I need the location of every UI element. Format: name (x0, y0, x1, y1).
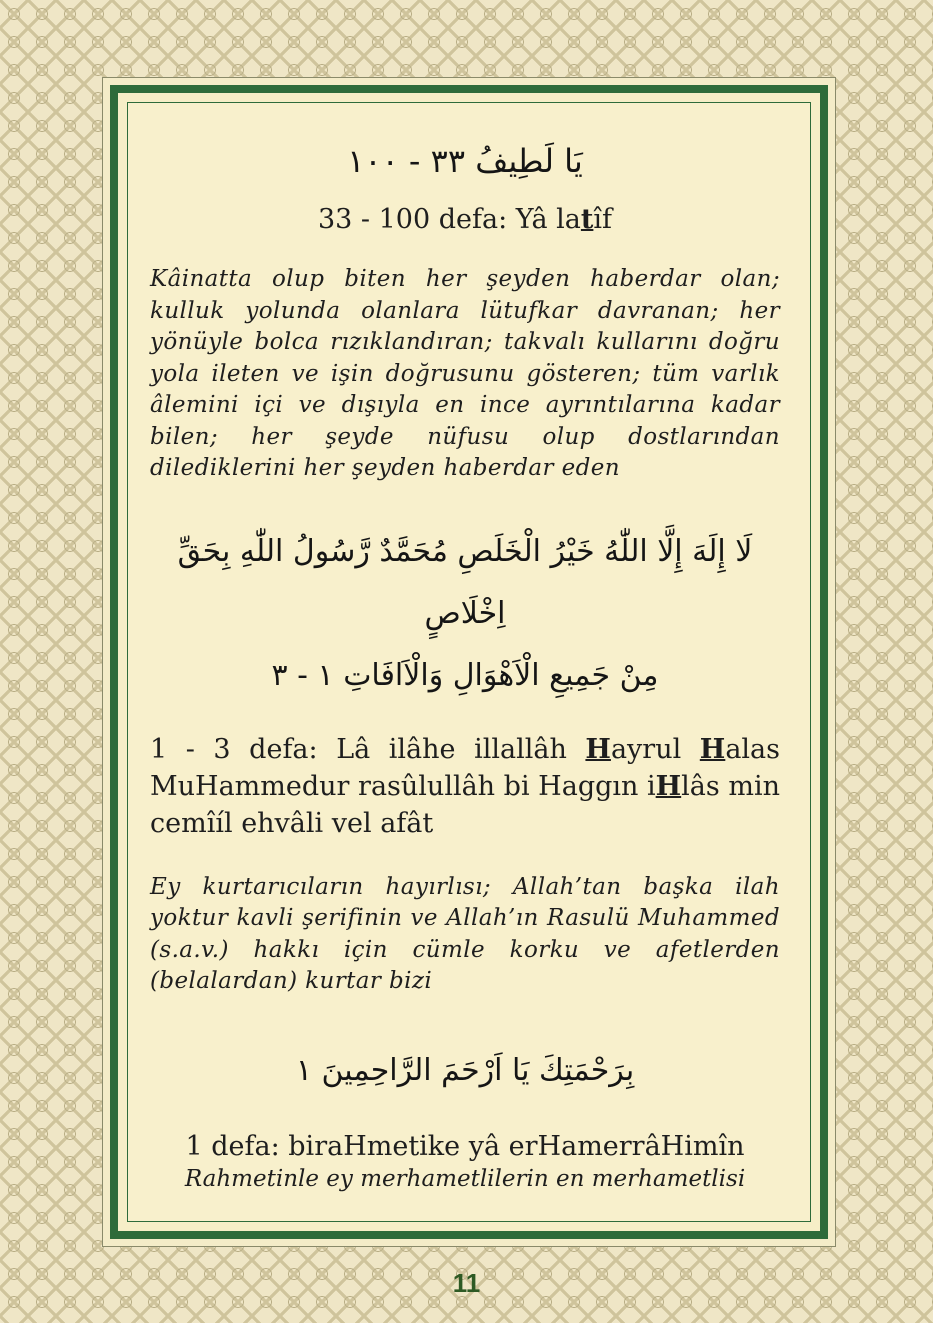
arabic-title: يَا لَطِيفُ ٣٣ - ١٠٠ (347, 142, 583, 180)
translit-part-2: ayrul (610, 733, 700, 765)
arabic-dua-line-2: مِنْ جَمِيعِ الْاَهْوَالِ وَالْاَافَاتِ ١ - ٣ (271, 657, 659, 693)
arabic-dua (150, 521, 780, 707)
transliteration-paragraph (150, 731, 780, 842)
page-number: 11 (452, 1268, 481, 1298)
title-prefix: 33 - 100 defa: Yâ la (317, 204, 581, 235)
translit-underlined-2: H (699, 733, 726, 765)
closing-meaning: Rahmetinle ey merhametlilerin en merhametlisi (184, 1165, 746, 1192)
arabic-dua-line-1: لَا إِلَهَ إِلَّا اللّٰهُ خَيْرُ الْخَلَصِ مُحَمَّدٌ رَّسُولُ اللّٰهِ بِحَقِّ اِخْلَاصٍ (177, 533, 753, 631)
transliteration-title (150, 202, 780, 238)
translit-part-4: lâs min cemîíl ehvâli vel afât (150, 770, 780, 839)
translit-underlined-1: H (585, 733, 611, 765)
closing-transliteration: 1 defa: biraHmetike yâ erHamerrâHimîn (185, 1130, 745, 1162)
translit-part-3: alas MuHammedur rasûlullâh bi Haggın i (150, 733, 780, 802)
meaning-paragraph-1: Kâinatta olup biten her şeyden haberdar olan; kulluk yolunda olanlara lütufkar davranan; her yönüyle bolca rızıklandıran; takvalı kullarını doğru yola ileten ve işin doğrusunu gösteren; tüm varlık âlemini içi ve dışıyla en ince ayrıntılarına kadar bilen; her şeyde nüfusu olup dostlarından dilediklerini her şeyden haberdar eden (150, 266, 780, 481)
arabic-rahmetike: بِرَحْمَتِكَ يَا اَرْحَمَ الرَّاحِمِينَ ١ (295, 1052, 635, 1088)
translit-underlined-3: H (655, 770, 682, 802)
closing-block (150, 1130, 780, 1194)
page-content (150, 120, 780, 1194)
meaning-paragraph-2: Ey kurtarıcıların hayırlısı; Allah’tan başka ilah yoktur kavli şerifinin ve Allah’ın Rasulü Muhammed (s.a.v.) hakkı için cümle korku ve afetlerden (belalardan) kurtar bizi (150, 873, 780, 994)
title-underlined-letter: t (580, 204, 594, 235)
translit-part-1: 1 - 3 defa: Lâ ilâhe illallâh (150, 733, 586, 765)
title-suffix: îf (593, 204, 613, 235)
